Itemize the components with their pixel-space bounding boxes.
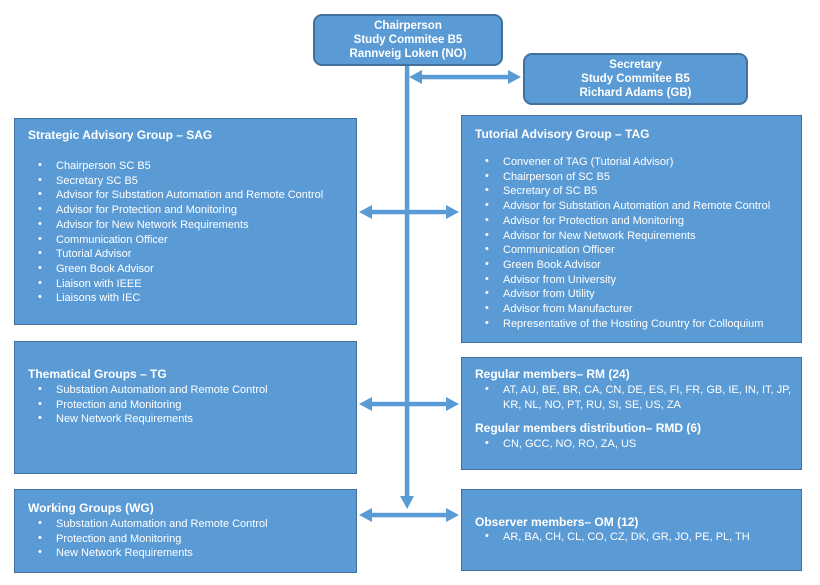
tg-list-item: • Substation Automation and Remote Control (28, 383, 348, 398)
secretary-box-line: Secretary (609, 59, 662, 71)
tag-list (475, 155, 795, 331)
chairperson-box-text (315, 19, 501, 61)
wg-list-item: • Substation Automation and Remote Control (28, 517, 348, 532)
sag-list-item: • Secretary SC B5 (28, 174, 348, 189)
sag-list-item: • Communication Officer (28, 233, 348, 248)
chair-secretary-arrow (409, 70, 521, 84)
arrowhead-right-icon (446, 205, 459, 219)
tag-title: Tutorial Advisory Group – TAG (475, 127, 650, 141)
tg-rm-arrow (359, 397, 459, 411)
sag-box (14, 118, 357, 325)
chairperson-box-line: Study Commitee B5 (353, 34, 463, 46)
tag-list-item: • Communication Officer (475, 243, 795, 258)
rmd-list (475, 437, 795, 452)
sag-list-item: • Chairperson SC B5 (28, 159, 348, 174)
om-box (461, 489, 802, 571)
sag-list-item: • Tutorial Advisor (28, 247, 348, 262)
arrowhead-right-icon (446, 397, 459, 411)
tag-list-item: • Advisor from Manufacturer (475, 302, 795, 317)
rm-list (475, 383, 795, 412)
wg-om-arrow (359, 508, 459, 522)
tg-box (14, 341, 357, 474)
chairperson-box-line: Chairperson (374, 20, 442, 32)
rmd-list-item: • CN, GCC, NO, RO, ZA, US (475, 437, 795, 452)
arrowhead-left-icon (359, 508, 372, 522)
wg-list-item: • Protection and Monitoring (28, 532, 348, 547)
arrowhead-right-icon (446, 508, 459, 522)
chairperson-box (313, 14, 503, 66)
rm-title: Regular members– RM (24) (475, 367, 630, 381)
sag-list-item: • Liaisons with IEC (28, 291, 348, 306)
sag-list-item: • Green Book Advisor (28, 262, 348, 277)
om-list-item: • AR, BA, CH, CL, CO, CZ, DK, GR, JO, PE, PL, TH (475, 530, 795, 545)
arrowhead-left-icon (359, 397, 372, 411)
tag-list-item: • Advisor from University (475, 273, 795, 288)
tg-list (28, 383, 348, 427)
tg-list-item: • Protection and Monitoring (28, 398, 348, 413)
rm-section (475, 367, 795, 412)
wg-list-item: • New Network Requirements (28, 546, 348, 561)
tg-title: Thematical Groups – TG (28, 367, 167, 381)
arrowhead-left-icon (409, 70, 422, 84)
sag-list-item: • Advisor for Substation Automation and Remote Control (28, 188, 348, 203)
sag-list-item: • Liaison with IEEE (28, 277, 348, 292)
rm-list-item: • AT, AU, BE, BR, CA, CN, DE, ES, FI, FR, GB, IE, IN, IT, JP, KR, NL, NO, PT, RU, SI, SE, US, ZA (475, 383, 795, 412)
secretary-box-line: Study Commitee B5 (581, 73, 690, 85)
sag-tag-arrow (359, 205, 459, 219)
tag-list-item: • Convener of TAG (Tutorial Advisor) (475, 155, 795, 170)
tag-list-item: • Secretary of SC B5 (475, 184, 795, 199)
tag-list-item: • Advisor for Substation Automation and Remote Control (475, 199, 795, 214)
tag-list-item: • Chairperson of SC B5 (475, 170, 795, 185)
chair-vertical-connector (400, 64, 414, 509)
tag-list-item: • Green Book Advisor (475, 258, 795, 273)
om-title: Observer members– OM (12) (475, 515, 639, 529)
secretary-box-text (525, 58, 746, 100)
om-list (475, 530, 795, 545)
rmd-section (475, 421, 795, 452)
sag-title: Strategic Advisory Group – SAG (28, 128, 213, 142)
tag-list-item: • Representative of the Hosting Country for Colloquium (475, 317, 795, 332)
sag-list-item: • Advisor for Protection and Monitoring (28, 203, 348, 218)
tag-list-item: • Advisor for Protection and Monitoring (475, 214, 795, 229)
tg-list-item: • New Network Requirements (28, 412, 348, 427)
tag-list-item: • Advisor for New Network Requirements (475, 229, 795, 244)
rm-box (461, 357, 802, 470)
chairperson-box-line: Rannveig Loken (NO) (349, 48, 467, 60)
arrowhead-down-icon (400, 496, 414, 509)
tag-list-item: • Advisor from Utility (475, 287, 795, 302)
wg-list (28, 517, 348, 561)
secretary-box-line: Richard Adams (GB) (579, 87, 692, 99)
wg-title: Working Groups (WG) (28, 501, 154, 515)
secretary-box (523, 53, 748, 105)
sag-list-item: • Advisor for New Network Requirements (28, 218, 348, 233)
arrowhead-left-icon (359, 205, 372, 219)
sag-list (28, 159, 348, 306)
rmd-title: Regular members distribution– RMD (6) (475, 421, 702, 436)
arrowhead-right-icon (508, 70, 521, 84)
wg-box (14, 489, 357, 573)
tag-box (461, 115, 802, 343)
